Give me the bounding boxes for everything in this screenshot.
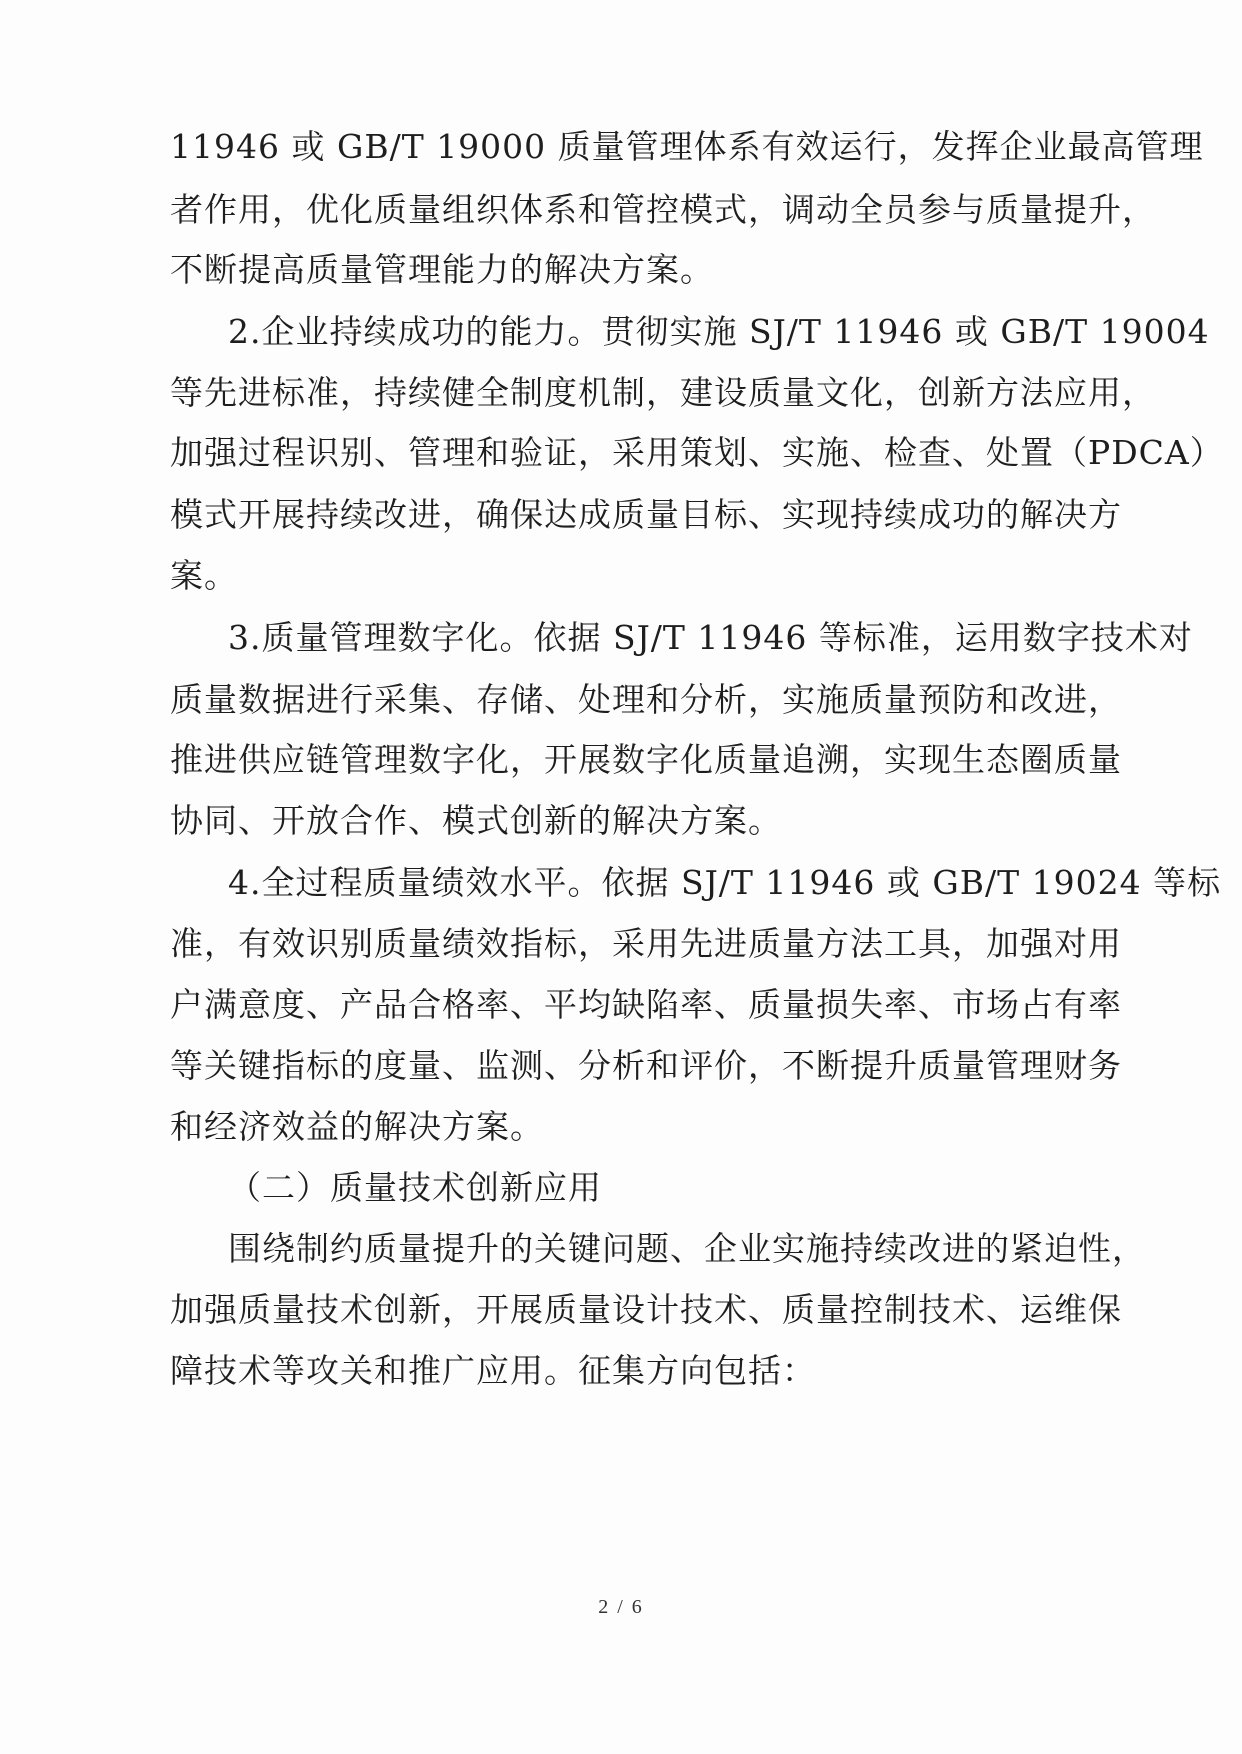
text-line: 质量数据进行采集、存储、处理和分析，实施质量预防和改进， (170, 680, 1122, 719)
text-line: 者作用，优化质量组织体系和管控模式，调动全员参与质量提升， (170, 190, 1156, 229)
text-line: 加强质量技术创新，开展质量设计技术、质量控制技术、运维保 (170, 1290, 1122, 1329)
text-line: 围绕制约质量提升的关键问题、企业实施持续改进的紧迫性， (228, 1229, 1146, 1268)
section-heading: （二）质量技术创新应用 (228, 1168, 602, 1207)
text-line: 户满意度、产品合格率、平均缺陷率、质量损失率、市场占有率 (170, 985, 1122, 1024)
text-line: 案。 (170, 556, 238, 595)
text-line: 障技术等攻关和推广应用。征集方向包括： (170, 1351, 816, 1390)
text-line: 模式开展持续改进，确保达成质量目标、实现持续成功的解决方 (170, 495, 1122, 534)
text-line: 4.全过程质量绩效水平。依据 SJ/T 11946 或 GB/T 19024 等标 (228, 863, 1222, 902)
text-line: 3.质量管理数字化。依据 SJ/T 11946 等标准，运用数字技术对 (228, 618, 1193, 657)
text-line: 协同、开放合作、模式创新的解决方案。 (170, 801, 782, 840)
page-number: 2 / 6 (598, 1596, 644, 1618)
text-line: 等先进标准，持续健全制度机制，建设质量文化，创新方法应用， (170, 373, 1156, 412)
text-line: 不断提高质量管理能力的解决方案。 (170, 250, 714, 289)
text-line: 加强过程识别、管理和验证，采用策划、实施、检查、处置（PDCA） (170, 433, 1224, 472)
text-line: 等关键指标的度量、监测、分析和评价，不断提升质量管理财务 (170, 1046, 1122, 1085)
text-line: 推进供应链管理数字化，开展数字化质量追溯，实现生态圈质量 (170, 740, 1122, 779)
text-line: 准，有效识别质量绩效指标，采用先进质量方法工具，加强对用 (170, 924, 1122, 963)
text-line: 2.企业持续成功的能力。贯彻实施 SJ/T 11946 或 GB/T 19004 (228, 312, 1210, 351)
text-line: 11946 或 GB/T 19000 质量管理体系有效运行，发挥企业最高管理 (170, 127, 1204, 166)
text-line: 和经济效益的解决方案。 (170, 1107, 544, 1146)
